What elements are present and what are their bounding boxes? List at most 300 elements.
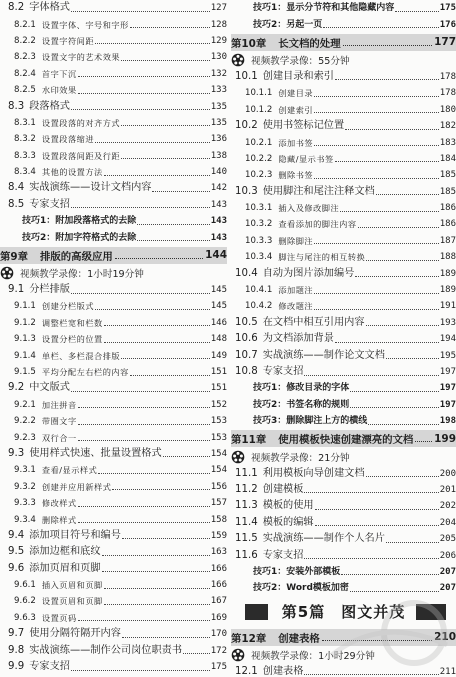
chapter-title: 创建表格: [278, 632, 320, 645]
leader-dots: [315, 525, 439, 526]
entry-title: 设置段落缩进: [41, 134, 95, 145]
entry-title: 技巧1：安装外部模板: [253, 566, 341, 577]
leader-dots: [304, 558, 438, 559]
toc-subsection-entry[interactable]: [0, 511, 227, 527]
section-number: 8.2.1: [14, 19, 36, 30]
page-number: 185: [439, 186, 456, 197]
toc-chapter-heading[interactable]: [231, 34, 456, 51]
entry-title: 设置段落的对齐方式: [41, 117, 121, 128]
leader-dots: [315, 509, 439, 510]
page-number: 172: [210, 645, 227, 656]
page-number: 130: [210, 52, 227, 63]
toc-subsection-entry[interactable]: [0, 49, 227, 65]
entry-title: 实战演练——设计文档内容: [29, 182, 152, 194]
part-banner: [231, 601, 456, 623]
leader-dots: [130, 375, 210, 376]
section-number: 8.2.5: [14, 85, 36, 96]
entry-title: 创建并应用新样式: [41, 481, 112, 492]
toc-section-entry[interactable]: [0, 626, 227, 642]
toc-subsection-entry[interactable]: [0, 347, 227, 363]
section-number: 10.1.1: [245, 88, 273, 99]
page-number: 149: [210, 350, 227, 361]
leader-dots: [386, 358, 439, 359]
page-number: 158: [210, 514, 227, 525]
leader-dots: [314, 112, 439, 113]
entry-title: 平均分配左右栏的内容: [41, 367, 129, 377]
leader-dots: [112, 489, 209, 490]
leader-dots: [304, 375, 438, 376]
entry-title: 创建分栏版式: [41, 301, 95, 312]
entry-title: 模板的使用: [262, 500, 314, 512]
page-number: 145: [210, 285, 227, 296]
toc-section-entry[interactable]: [0, 528, 227, 544]
entry-title: 技巧2：附加字符格式的去除: [22, 232, 137, 243]
section-number: 9.4: [8, 529, 25, 541]
page-number: 145: [210, 301, 227, 312]
section-number: 8.2.3: [14, 52, 36, 63]
toc-subsection-entry[interactable]: [0, 115, 227, 131]
page-number: 194: [439, 334, 456, 345]
toc-subsection-entry[interactable]: [231, 85, 456, 101]
video-duration-note: [231, 647, 456, 664]
entry-title: 使用样式快速、批量设置格式: [29, 447, 162, 459]
toc-subsection-entry[interactable]: [231, 233, 456, 249]
toc-subsection-entry[interactable]: [0, 429, 227, 445]
toc-subsection-entry[interactable]: [0, 82, 227, 98]
leader-dots: [71, 207, 210, 208]
section-number: 11.6: [235, 549, 258, 561]
page-number: 151: [210, 367, 227, 377]
page-number: 178: [439, 88, 456, 99]
page-number: 175: [439, 3, 456, 14]
toc-section-entry[interactable]: [231, 531, 456, 547]
section-number: 10.3.3: [245, 235, 273, 246]
toc-subsection-entry[interactable]: [231, 282, 456, 298]
banner-bar-right: [416, 604, 446, 620]
entry-title: 删除脚注: [278, 235, 314, 246]
toc-subsection-entry[interactable]: [0, 66, 227, 82]
leader-dots: [104, 175, 210, 176]
leader-dots: [122, 538, 210, 539]
chapter-number: 第9章: [0, 250, 29, 263]
part-title: 第5篇 图文并茂: [268, 601, 419, 622]
toc-section-entry[interactable]: [0, 282, 227, 298]
section-number: 12.1: [235, 665, 258, 677]
entry-title: 加注拼音: [41, 399, 77, 410]
page-number: 176: [439, 19, 456, 30]
entry-title: 查看/显示样式: [41, 465, 98, 476]
toc-section-entry[interactable]: [0, 0, 227, 16]
toc-section-entry[interactable]: [231, 498, 456, 514]
toc-subsection-entry[interactable]: [231, 249, 456, 265]
toc-section-entry[interactable]: [0, 180, 227, 196]
leader-dots: [335, 79, 439, 80]
page-number: 199: [434, 432, 456, 445]
entry-title: 修改样式: [41, 498, 77, 509]
section-number: 9.1.3: [14, 334, 36, 345]
page-number: 182: [439, 121, 456, 132]
page-number: 200: [439, 468, 456, 479]
leader-dots: [350, 407, 438, 408]
section-number: 9.3.3: [14, 498, 36, 509]
leader-dots: [71, 11, 210, 12]
leader-dots: [366, 325, 439, 326]
video-duration-note: [231, 52, 456, 69]
section-number: 10.5: [235, 316, 258, 328]
leader-dots: [121, 60, 210, 61]
toc-subsection-entry[interactable]: [231, 167, 456, 183]
section-number: 10.8: [235, 366, 258, 377]
section-number: 9.6.2: [14, 596, 36, 607]
toc-subsection-entry[interactable]: [231, 151, 456, 167]
entry-title: 专家支招: [29, 661, 70, 673]
leader-dots: [350, 391, 438, 392]
toc-section-entry[interactable]: [231, 364, 456, 380]
page-number: 186: [439, 203, 456, 214]
leader-dots: [102, 571, 210, 572]
leader-dots: [104, 604, 210, 605]
toc-subsection-entry[interactable]: [0, 577, 227, 593]
leader-dots: [137, 240, 209, 241]
toc-section-entry[interactable]: [231, 482, 456, 498]
leader-dots: [314, 145, 439, 146]
toc-subsection-entry[interactable]: [0, 33, 227, 49]
page-number: 156: [210, 481, 227, 492]
toc-subsection-entry[interactable]: [0, 462, 227, 478]
toc-section-entry[interactable]: [0, 197, 227, 213]
section-number: 10.3.4: [245, 252, 273, 263]
section-number: 10.2.3: [245, 170, 273, 181]
leader-dots: [98, 473, 209, 474]
toc-tip-entry[interactable]: [231, 580, 456, 596]
section-number: 10.2: [235, 120, 258, 132]
video-duration-note: [231, 448, 456, 465]
toc-subsection-entry[interactable]: [0, 413, 227, 429]
toc-subsection-entry[interactable]: [0, 479, 227, 495]
entry-title: 技巧1：修改目录的字体: [253, 383, 350, 394]
section-number: 11.1: [235, 467, 258, 479]
page-number: 151: [210, 383, 227, 394]
entry-title: 双行合一: [41, 432, 77, 443]
leader-dots: [415, 441, 432, 442]
section-number: 10.3.1: [245, 203, 273, 214]
leader-dots: [115, 258, 203, 259]
toc-subsection-entry[interactable]: [231, 134, 456, 150]
entry-title: 利用模板向导创建文档: [262, 467, 365, 479]
entry-title: 单栏、多栏混合排版: [41, 350, 121, 361]
entry-title: 设置页眉和页脚: [41, 596, 103, 607]
section-number: 11.4: [235, 516, 258, 528]
chapter-number: 第10章: [231, 37, 267, 50]
page-number: 207: [439, 566, 456, 577]
toc-tip-entry[interactable]: [0, 213, 227, 229]
leader-dots: [121, 125, 210, 126]
entry-title: 带圈文字: [41, 416, 77, 427]
section-number: 8.2: [8, 2, 25, 14]
section-number: 8.3.4: [14, 167, 36, 178]
toc-subsection-entry[interactable]: [0, 495, 227, 511]
section-number: 11.5: [235, 533, 258, 545]
film-reel-icon: [231, 648, 245, 662]
page-number: 202: [439, 501, 456, 512]
leader-dots: [366, 476, 439, 477]
toc-subsection-entry[interactable]: [0, 397, 227, 413]
toc-tip-entry[interactable]: [0, 229, 227, 245]
entry-title: 自动为图片添加编号: [262, 267, 355, 279]
entry-title: 脚注与尾注的相互转换: [278, 252, 366, 263]
section-number: 9.1: [8, 284, 25, 296]
page-number: 152: [210, 399, 227, 410]
leader-dots: [343, 45, 432, 46]
toc-subsection-entry[interactable]: [231, 102, 456, 118]
toc-subsection-entry[interactable]: [0, 364, 227, 380]
toc-subsection-entry[interactable]: [0, 315, 227, 331]
toc-subsection-entry[interactable]: [0, 331, 227, 347]
entry-title: 实战演练——制作公司岗位职责书: [29, 644, 183, 656]
leader-dots: [95, 43, 210, 44]
leader-dots: [314, 178, 439, 179]
section-number: 9.1.4: [14, 350, 36, 361]
page-number: 142: [210, 183, 227, 194]
entry-title: 删除样式: [41, 514, 77, 525]
leader-dots: [71, 109, 210, 110]
page-number: 204: [439, 517, 456, 528]
entry-title: 使用脚注和尾注注释文档: [262, 185, 375, 197]
section-number: 9.1.1: [14, 301, 36, 312]
leader-dots: [78, 93, 210, 94]
page-number: 197: [439, 383, 456, 394]
page-number: 177: [434, 36, 456, 49]
section-number: 9.1.5: [14, 367, 36, 377]
toc-chapter-heading[interactable]: [231, 629, 456, 646]
toc-section-entry[interactable]: [0, 446, 227, 462]
page-number: 144: [205, 249, 227, 262]
page-number: 143: [210, 199, 227, 210]
film-reel-icon: [231, 53, 245, 67]
entry-title: 字体格式: [29, 2, 70, 14]
leader-dots: [95, 142, 210, 143]
page-number: 166: [210, 580, 227, 591]
toc-chapter-heading[interactable]: [0, 247, 227, 264]
entry-title: 段落格式: [29, 100, 70, 112]
section-number: 8.3: [8, 100, 25, 112]
leader-dots: [104, 588, 210, 589]
entry-title: 设置分栏的位置: [41, 334, 103, 345]
toc-tip-entry[interactable]: [231, 0, 456, 16]
leader-dots: [340, 211, 439, 212]
section-number: 9.2.1: [14, 399, 36, 410]
page-number: 189: [439, 285, 456, 296]
section-number: 9.2.2: [14, 416, 36, 427]
video-duration-text: 视频教学录像：1小时29分钟: [251, 651, 375, 662]
entry-title: 为文档添加背景: [262, 333, 334, 345]
toc-subsection-entry[interactable]: [0, 298, 227, 314]
section-number: 10.4.1: [245, 285, 273, 296]
leader-dots: [104, 342, 210, 343]
page-number: 183: [439, 137, 456, 148]
toc-subsection-entry[interactable]: [231, 216, 456, 232]
toc-section-entry[interactable]: [231, 664, 456, 677]
page-number: 159: [210, 530, 227, 541]
section-number: 8.2.2: [14, 35, 36, 46]
leader-dots: [314, 309, 439, 310]
toc-column-left: [0, 0, 227, 677]
toc-section-entry[interactable]: [231, 265, 456, 281]
toc-subsection-entry[interactable]: [0, 131, 227, 147]
page-number: 201: [439, 484, 456, 495]
section-number: 10.6: [235, 333, 258, 345]
leader-dots: [78, 522, 210, 523]
toc-section-entry[interactable]: [0, 380, 227, 396]
page-number: 180: [439, 104, 456, 115]
section-number: 10.2.2: [245, 153, 273, 164]
section-number: 10.4: [235, 267, 258, 279]
toc-subsection-entry[interactable]: [0, 610, 227, 626]
leader-dots: [71, 293, 210, 294]
leader-dots: [314, 243, 439, 244]
toc-section-entry[interactable]: [231, 515, 456, 531]
leader-dots: [304, 674, 438, 675]
toc-section-entry[interactable]: [0, 659, 227, 675]
video-duration-text: 视频教学录像：1小时19分钟: [20, 269, 144, 281]
toc-subsection-entry[interactable]: [0, 16, 227, 32]
section-number: 8.3.3: [14, 150, 36, 161]
toc-section-entry[interactable]: [231, 315, 456, 331]
leader-dots: [350, 591, 439, 592]
section-number: 10.1.2: [245, 104, 273, 115]
page-number: 195: [439, 350, 456, 361]
toc-section-entry[interactable]: [231, 465, 456, 481]
page-number: 189: [439, 268, 456, 279]
entry-title: 添加题注: [278, 285, 314, 296]
section-number: 10.4.2: [245, 301, 273, 312]
entry-title: 专家支招: [262, 366, 304, 377]
entry-title: 中文版式: [29, 382, 70, 394]
page-number: 175: [210, 662, 227, 673]
page-number: 193: [439, 317, 456, 328]
section-number: 8.5: [8, 198, 25, 210]
leader-dots: [121, 158, 210, 159]
toc-section-entry[interactable]: [0, 98, 227, 114]
leader-dots: [137, 224, 209, 225]
toc-section-entry[interactable]: [0, 544, 227, 560]
leader-dots: [341, 574, 438, 575]
toc-tip-entry[interactable]: [231, 564, 456, 580]
toc-tip-entry[interactable]: [231, 413, 456, 429]
toc-section-entry[interactable]: [231, 331, 456, 347]
page-number: 128: [210, 19, 227, 30]
entry-title: 添加书签: [278, 137, 314, 148]
leader-dots: [78, 620, 210, 621]
entry-title: 设置页码: [41, 612, 77, 623]
page-number: 143: [210, 232, 227, 243]
toc-section-entry[interactable]: [0, 642, 227, 658]
toc-tip-entry[interactable]: [231, 397, 456, 413]
entry-title: 创建目录: [278, 88, 314, 99]
entry-title: 创建索引: [278, 104, 314, 115]
page-number: 197: [439, 367, 456, 377]
page-number: 153: [210, 432, 227, 443]
toc-column-right: [231, 0, 456, 677]
toc-section-entry[interactable]: [0, 561, 227, 577]
toc-chapter-heading[interactable]: [231, 430, 456, 447]
leader-dots: [78, 506, 210, 507]
section-number: 10.2.1: [245, 137, 273, 148]
leader-dots: [304, 492, 438, 493]
page-number: 133: [210, 85, 227, 96]
toc-tip-entry[interactable]: [231, 16, 456, 32]
leader-dots: [78, 76, 210, 77]
page-number: 170: [210, 629, 227, 640]
toc-section-entry[interactable]: [231, 69, 456, 85]
leader-dots: [71, 391, 210, 392]
toc-section-entry[interactable]: [231, 547, 456, 563]
film-reel-icon: [231, 450, 245, 464]
page-number: 187: [439, 235, 456, 246]
page-number: 191: [439, 301, 456, 312]
toc-section-entry[interactable]: [231, 184, 456, 200]
entry-title: 创建模板: [262, 483, 304, 495]
section-number: 9.2.3: [14, 432, 36, 443]
entry-title: 技巧1：附加段落格式的去除: [22, 216, 137, 227]
leader-dots: [335, 342, 439, 343]
leader-dots: [366, 260, 439, 261]
entry-title: 添加页眉和页脚: [29, 562, 101, 574]
section-number: 8.3.1: [14, 117, 36, 128]
entry-title: 查看添加的脚注内容: [278, 219, 357, 230]
toc-section-entry[interactable]: [231, 347, 456, 363]
entry-title: 其他的设置方法: [41, 167, 103, 178]
entry-title: 修改题注: [278, 301, 314, 312]
chapter-number: 第11章: [231, 434, 267, 447]
page-number: 154: [210, 465, 227, 476]
leader-dots: [102, 555, 210, 556]
leader-dots: [314, 293, 439, 294]
leader-dots: [335, 161, 439, 162]
toc-section-entry[interactable]: [231, 118, 456, 134]
toc-subsection-entry[interactable]: [0, 148, 227, 164]
leader-dots: [345, 129, 439, 130]
entry-title: 技巧3：删除脚注上方的横线: [253, 416, 368, 427]
entry-title: 添加项目符号和编号: [29, 529, 121, 541]
entry-title: 使用书签标记位置: [262, 120, 345, 132]
video-duration-text: 视频教学录像：55分钟: [251, 56, 350, 68]
page-number: 146: [210, 317, 227, 328]
section-number: 8.3.2: [14, 134, 36, 145]
page-number: 178: [439, 71, 456, 82]
toc-subsection-entry[interactable]: [231, 298, 456, 314]
toc-subsection-entry[interactable]: [231, 200, 456, 216]
leader-dots: [130, 27, 210, 28]
toc-tip-entry[interactable]: [231, 380, 456, 396]
entry-title: 设置字符间距: [41, 35, 95, 46]
entry-title: 插入及修改脚注: [278, 203, 340, 214]
toc-subsection-entry[interactable]: [0, 164, 227, 180]
entry-title: 技巧2：另起一页: [253, 19, 323, 30]
page-number: 211: [439, 666, 456, 677]
entry-title: 插入页眉和页脚: [41, 580, 103, 591]
leader-dots: [152, 191, 209, 192]
page-number: 205: [439, 534, 456, 545]
section-number: 9.3: [8, 447, 25, 459]
leader-dots: [323, 27, 438, 28]
section-number: 11.2: [235, 483, 258, 495]
leader-dots: [183, 653, 210, 654]
leader-dots: [386, 542, 439, 543]
chapter-title: 长文档的处理: [278, 37, 341, 50]
toc-subsection-entry[interactable]: [0, 593, 227, 609]
leader-dots: [95, 309, 210, 310]
